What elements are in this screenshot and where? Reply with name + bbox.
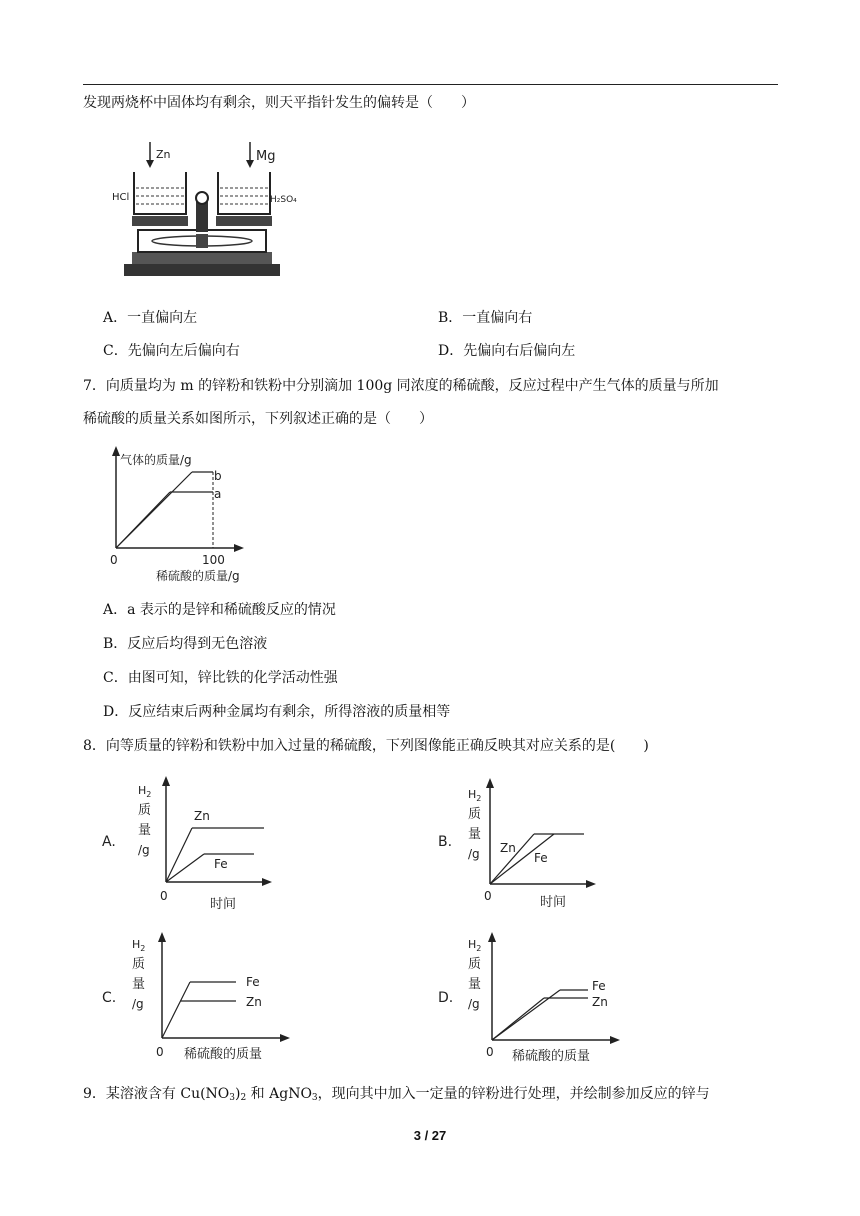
q8-graph-a[interactable] — [100, 774, 280, 918]
svg-text:H2 — [138, 784, 151, 799]
q7-curve-a-label: a — [214, 487, 222, 501]
q8-a-x-label: 时间 — [210, 897, 237, 912]
q7-option-b[interactable]: B．反应后均得到无色溶液 — [103, 636, 268, 652]
q6-option-c[interactable]: C．先偏向左后偏向右 — [103, 343, 240, 359]
q8-graph-b[interactable] — [436, 774, 616, 918]
q8-d-y-h: H — [468, 938, 477, 951]
q9-stem — [83, 1085, 710, 1107]
q6-stem-tail: 发现两烧杯中固体均有剩余，则天平指针发生的偏转是（ ） — [83, 95, 475, 111]
q9-mid1: ) — [235, 1086, 241, 1102]
q8-graph-c[interactable] — [100, 930, 310, 1074]
q7-stem-line1: 7．向质量均为 m 的锌粉和铁粉中分别滴加 100g 同浓度的稀硫酸，反应过程中产生气体的质量与所加 — [83, 378, 719, 394]
q8-b-letter: B. — [438, 834, 453, 850]
q7-stem-line2: 稀硫酸的质量关系如图所示，下列叙述正确的是（ ） — [83, 411, 433, 427]
q8-a-y-zhi: 质 — [138, 803, 152, 818]
q8-c-letter: C. — [102, 990, 117, 1006]
q7-x-tick-label: 100 — [202, 553, 225, 567]
q8-c-bottom-label: Zn — [246, 995, 262, 1009]
q7-x-label: 稀硫酸的质量/g — [156, 569, 240, 583]
q8-b-x-label: 时间 — [540, 895, 567, 910]
q8-d-y-sub: 2 — [476, 944, 482, 953]
q8-c-x-label: 稀硫酸的质量 — [184, 1047, 263, 1062]
q8-d-top-label: Fe — [592, 979, 606, 993]
q8-a-bottom-label: Fe — [214, 857, 228, 871]
svg-text:H2 — [468, 788, 481, 803]
q6-option-d[interactable]: D．先偏向右后偏向左 — [438, 343, 576, 359]
q8-a-y-h: H — [138, 784, 147, 797]
q8-d-bottom-label: Zn — [592, 995, 608, 1009]
q7-option-d[interactable]: D．反应结束后两种金属均有剩余，所得溶液的质量相等 — [103, 704, 451, 720]
q9-suffix: ，现向其中加入一定量的锌粉进行处理，并绘制参加反应的锌与 — [317, 1086, 710, 1102]
q8-a-y-unit: /g — [138, 843, 150, 857]
q8-b-top-label: Zn — [500, 841, 516, 855]
mg-arrow-label: Mg — [256, 149, 276, 164]
svg-text:H2 — [468, 938, 481, 953]
q8-stem: 8．向等质量的锌粉和铁粉中加入过量的稀硫酸，下列图像能正确反映其对应关系的是( ) — [83, 738, 649, 754]
q9-mid2: 和 AgNO — [246, 1086, 312, 1102]
q8-d-letter: D. — [438, 990, 454, 1006]
q8-c-y-unit: /g — [132, 997, 144, 1011]
q9-sub2: 2 — [240, 1093, 247, 1103]
q8-a-y-liang: 量 — [138, 823, 152, 838]
q7-y-label: 气体的质量/g — [120, 453, 192, 467]
q7-option-a[interactable]: A．a 表示的是锌和稀硫酸反应的情况 — [103, 602, 336, 618]
q6-option-a[interactable]: A．一直偏向左 — [103, 310, 198, 326]
q6-option-b[interactable]: B．一直偏向右 — [438, 310, 533, 326]
q8-a-origin: 0 — [160, 889, 168, 903]
q7-option-c[interactable]: C．由图可知，锌比铁的化学活动性强 — [103, 670, 338, 686]
header-rule — [83, 84, 778, 85]
q8-b-y-liang: 量 — [468, 827, 482, 842]
q8-b-y-zhi: 质 — [468, 807, 482, 822]
zn-arrow-label: Zn — [156, 148, 171, 161]
q8-c-y-sub: 2 — [140, 944, 146, 953]
q8-d-origin: 0 — [486, 1045, 494, 1059]
q8-c-origin: 0 — [156, 1045, 164, 1059]
q7-gas-graph — [98, 446, 288, 590]
q9-sub3: 3 — [311, 1093, 318, 1103]
q8-a-y-sub: 2 — [146, 790, 152, 799]
q9-prefix: 9．某溶液含有 Cu(NO — [83, 1086, 230, 1102]
q8-d-x-label: 稀硫酸的质量 — [512, 1049, 591, 1064]
q8-b-y-h: H — [468, 788, 477, 801]
q8-c-top-label: Fe — [246, 975, 260, 989]
q8-b-origin: 0 — [484, 889, 492, 903]
q8-b-y-unit: /g — [468, 847, 480, 861]
q8-c-y-zhi: 质 — [132, 957, 146, 972]
q7-curve-b-label: b — [214, 469, 222, 483]
q8-c-y-liang: 量 — [132, 977, 146, 992]
q8-c-y-h: H — [132, 938, 141, 951]
q8-a-top-label: Zn — [194, 809, 210, 823]
hcl-label: HCl — [112, 192, 130, 203]
q8-d-y-unit: /g — [468, 997, 480, 1011]
q8-b-bottom-label: Fe — [534, 851, 548, 865]
q7-origin-label: 0 — [110, 553, 118, 567]
q9-sub1: 3 — [229, 1093, 236, 1103]
q8-a-letter: A. — [102, 834, 116, 850]
q8-b-y-sub: 2 — [476, 794, 482, 803]
q8-d-y-zhi: 质 — [468, 957, 482, 972]
q8-graph-d[interactable] — [436, 930, 646, 1074]
page-number: 3 / 27 — [413, 1128, 447, 1143]
q8-d-y-liang: 量 — [468, 977, 482, 992]
svg-text:H2 — [132, 938, 145, 953]
balance-figure — [112, 138, 297, 294]
h2so4-label: H₂SO₄ — [270, 195, 297, 205]
